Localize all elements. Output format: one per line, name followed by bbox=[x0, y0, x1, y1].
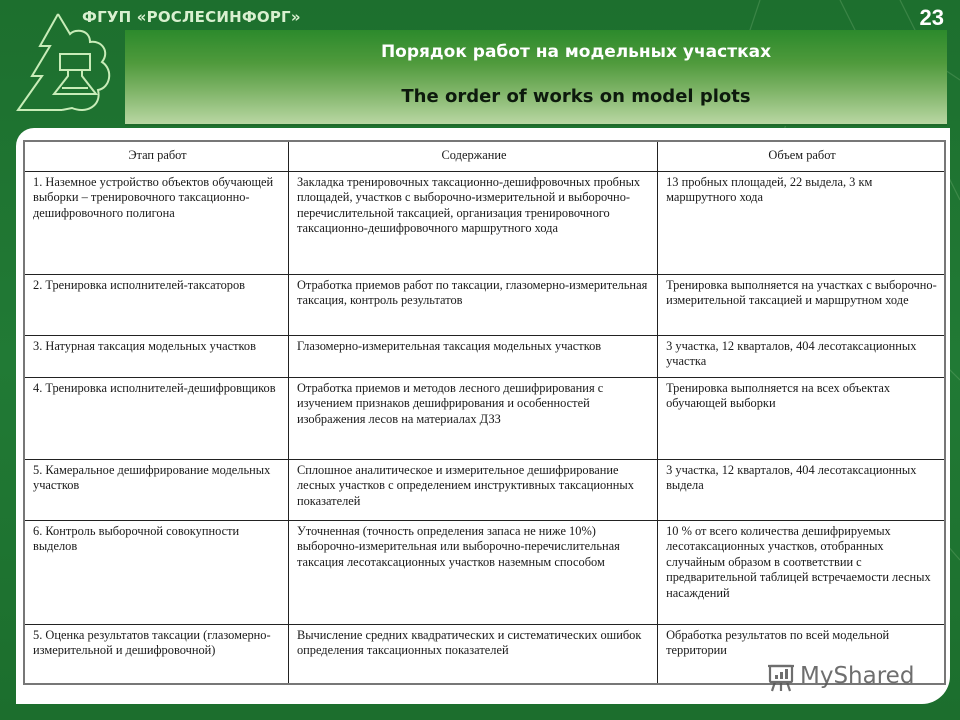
organization-name: ФГУП «РОСЛЕСИНФОРГ» bbox=[82, 8, 301, 26]
stage-cell: 1. Наземное устройство объектов обучающей выборки – тренировочного таксационно-дешифровочного полигона bbox=[24, 171, 288, 274]
title-russian: Порядок работ на модельных участках bbox=[380, 42, 772, 62]
table-row bbox=[24, 520, 945, 624]
stage-cell: 3. Натурная таксация модельных участков bbox=[24, 335, 288, 377]
table-row bbox=[24, 274, 945, 335]
stage-cell: 4. Тренировка исполнителей-дешифровщиков bbox=[24, 377, 288, 459]
column-header-volume: Объем работ bbox=[658, 141, 945, 171]
table-row bbox=[24, 459, 945, 520]
stage-cell: 2. Тренировка исполнителей-таксаторов bbox=[24, 274, 288, 335]
volume-cell: 13 пробных площадей, 22 выдела, 3 км маршрутного хода bbox=[658, 171, 945, 274]
myshared-watermark bbox=[766, 660, 914, 692]
volume-cell: Тренировка выполняется на всех объектах обучающей выборки bbox=[658, 377, 945, 459]
volume-cell: Обработка результатов по всей модельной территории bbox=[658, 624, 945, 684]
watermark-text: MyShared bbox=[800, 663, 915, 689]
content-cell: Вычисление средних квадратических и систематических ошибок определения таксационных показателей bbox=[288, 624, 657, 684]
stage-cell: 5. Камеральное дешифрирование модельных участков bbox=[24, 459, 288, 520]
table-row bbox=[24, 377, 945, 459]
title-english: The order of works on model plots bbox=[401, 86, 751, 107]
stage-cell: 6. Контроль выборочной совокупности выделов bbox=[24, 520, 288, 624]
volume-cell: 10 % от всего количества дешифрируемых лесотаксационных участков, отобранных случайным образом в соответствии с предварительной таблицей встречаемости лесных насаждений bbox=[658, 520, 945, 624]
column-header-content: Содержание bbox=[288, 141, 657, 171]
table-row bbox=[24, 335, 945, 377]
content-cell: Закладка тренировочных таксационно-дешифровочных пробных площадей, участков с выборочно-измерительной и выборочно-перечислительной таксацией, организация тренировочного таксационно-дешифровочного маршрутного хода bbox=[288, 171, 657, 274]
table-row bbox=[24, 171, 945, 274]
volume-cell: Тренировка выполняется на участках с выборочно-измерительной таксацией и маршрутном ходе bbox=[658, 274, 945, 335]
content-cell: Отработка приемов работ по таксации, глазомерно-измерительная таксация, контроль результатов bbox=[288, 274, 657, 335]
table-header-row bbox=[24, 141, 945, 171]
stage-cell: 5. Оценка результатов таксации (глазомерно-измерительной и дешифровочной) bbox=[24, 624, 288, 684]
content-cell: Глазомерно-измерительная таксация модельных участков bbox=[288, 335, 657, 377]
volume-cell: 3 участка, 12 кварталов, 404 лесотаксационных участка bbox=[658, 335, 945, 377]
works-table bbox=[23, 140, 946, 685]
content-cell: Сплошное аналитическое и измерительное дешифрирование лесных участков с определением инструктивных таксационных показателей bbox=[288, 459, 657, 520]
content-cell: Уточненная (точность определения запаса не ниже 10%) выборочно-измерительная или выборочно-перечислительная таксация лесотаксационных участков наземным способом bbox=[288, 520, 657, 624]
presentation-chart-icon bbox=[766, 660, 796, 692]
title-band bbox=[125, 30, 947, 126]
content-cell: Отработка приемов и методов лесного дешифрирования с изучением признаков дешифрирования и особенностей изображения лесов на материалах ДЗЗ bbox=[288, 377, 657, 459]
volume-cell: 3 участка, 12 кварталов, 404 лесотаксационных выдела bbox=[658, 459, 945, 520]
column-header-stage: Этап работ bbox=[24, 141, 288, 171]
slide-number: 23 bbox=[919, 5, 944, 30]
